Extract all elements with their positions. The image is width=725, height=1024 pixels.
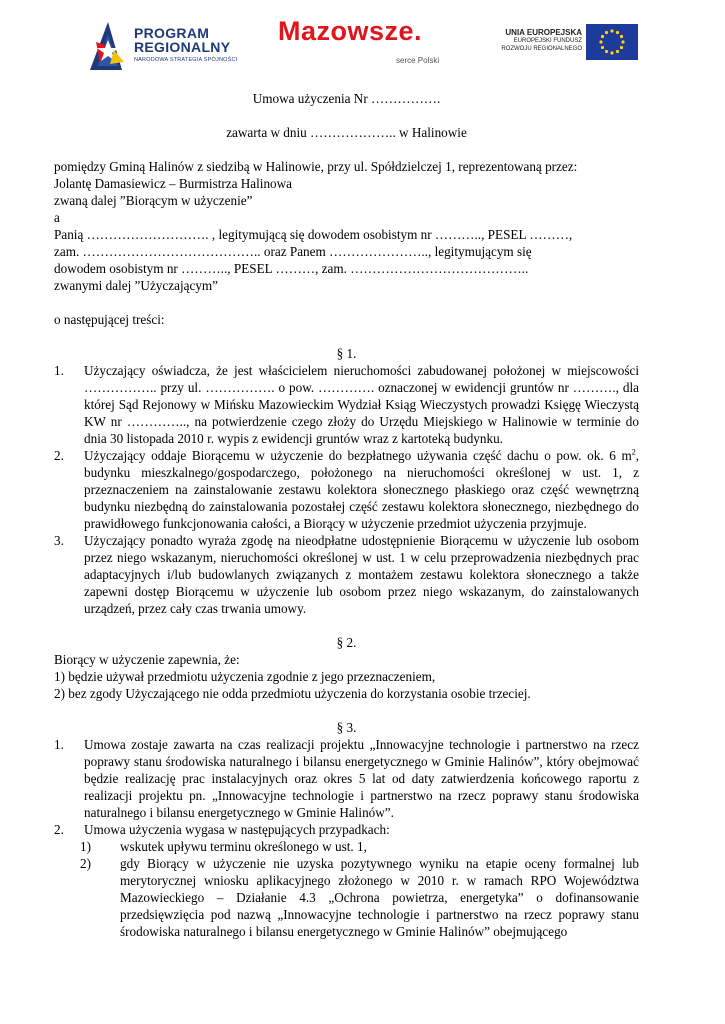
sub-list-item <box>54 855 639 940</box>
parties-line: pomiędzy Gminą Halinów z siedzibą w Halinowie, przy ul. Spółdzielczej 1, reprezentowaną przez: <box>54 159 578 174</box>
item-number: 3. <box>54 533 64 548</box>
list-item <box>54 821 639 838</box>
list-item <box>54 447 639 532</box>
eu-logo <box>488 24 638 68</box>
mazowsze-logo <box>278 16 458 74</box>
eu-flag-icon <box>586 24 638 60</box>
eu-line3: ROZWOJU REGIONALNEGO <box>501 46 582 52</box>
parties-line: Jolantę Damasiewicz – Burmistrza Halinowa <box>54 176 293 191</box>
eu-line2: EUROPEJSKI FUNDUSZ <box>513 38 582 44</box>
mazowsze-word: Mazowsze. <box>278 16 423 46</box>
program-regionalny-text <box>134 26 237 63</box>
intro-text: o następującej treści: <box>54 312 165 327</box>
mazowsze-subtitle: serce Polski <box>396 56 440 65</box>
item-number: 2. <box>54 448 64 463</box>
sub-item-number: 1) <box>80 839 91 854</box>
program-line2: REGIONALNY <box>134 39 231 55</box>
list-item <box>54 736 639 821</box>
item-number: 1. <box>54 737 64 752</box>
parties-line: Panią ………………………. , legitymującą się dowodem osobistym nr ……….., PESEL ………, <box>54 227 573 242</box>
item-number: 2. <box>54 822 64 837</box>
parties-line: zam. ………………………………….. oraz Panem ………………….., legitymującym się <box>54 244 532 259</box>
program-line3: NARODOWA STRATEGIA SPÓJNOŚCI <box>134 57 238 63</box>
section-1-heading: § 1. <box>336 346 357 361</box>
item-text: , budynku mieszkalnego/gospodarczego, położonego na nieruchomości określonej w ust. 1, z przeznaczeniem na zainstalowanie zestawu kolektora słonecznego płaskiego oraz część wewnętrzną budynku niezbędną do zainstalowania pozostałej część zestawu kolektora słonecznego, niezbędnego do prawidłowego funkcjonowania całości, a Biorący w użyczenie przedmiot użyczenia przyjmuje. <box>84 448 639 531</box>
section-2-heading: § 2. <box>336 635 357 650</box>
sub-list-item <box>54 838 639 855</box>
section-3-list <box>54 736 639 838</box>
document-subtitle: zawarta w dniu ……………….. w Halinowie <box>226 125 467 140</box>
parties-line: a <box>54 210 60 225</box>
parties-line: dowodem osobistym nr ……….., PESEL ………, zam. ………………………………….. <box>54 261 529 276</box>
parties-line: zwaną dalej ”Biorącym w użyczenie” <box>54 193 253 208</box>
header-logos <box>0 14 725 76</box>
sub-item-text: wskutek upływu terminu określonego w ust. 1, <box>120 839 367 854</box>
superscript: 2 <box>631 447 636 457</box>
document-body <box>54 90 639 940</box>
program-regionalny-logo <box>88 18 258 74</box>
sub-item-text: gdy Biorący w użyczenie nie uzyska pozytywnego wyniku na etapie oceny formalnej lub merytorycznej wniosku aplikacyjnego złożonego w 2010 r. w ramach RPO Województwa Mazowieckiego – Działanie 4.3 „Ochrona powietrza, energetyka” o dofinansowanie przedsięwzięcia pod nazwą „Innowacyjne technologie i partnerstwo na rzecz poprawy stanu środowiska naturalnego i bilansu energetycznego w Gminie Halinów” obejmującego <box>120 856 639 939</box>
section-3-heading: § 3. <box>336 720 357 735</box>
parties-block <box>54 158 639 294</box>
item-text: Użyczający oświadcza, że jest właścicielem nieruchomości zabudowanej położonej w miejscowości …………….. przy ul. ……………. o pow. …………. oznaczonej w ewidencji gruntów nr ………., dla której Sąd Rejonowy w Mińsku Mazowieckim Wydział Ksiąg Wieczystych prowadzi Księgę Wieczystą KW nr ………….., na potwierdzenie czego złoży do Urzędu Miejskiego w Halinowie w terminie do dnia 30 listopada 2010 r. wypis z ewidencji gruntów wraz z kartoteką budynku. <box>84 363 639 446</box>
star-emblem-icon <box>88 20 128 72</box>
section-2-item: 2) bez zgody Użyczającego nie odda przedmiotu użyczenia do korzystania osobie trzeciej. <box>54 686 531 701</box>
section-2-item: 1) będzie używał przedmiotu użyczenia zgodnie z jego przeznaczeniem, <box>54 669 436 684</box>
item-text: Umowa użyczenia wygasa w następujących przypadkach: <box>84 822 390 837</box>
item-text: Użyczający oddaje Biorącemu w użyczenie do bezpłatnego używania część dachu o pow. ok. 6 m <box>84 448 632 463</box>
item-text: Użyczający ponadto wyraża zgodę na nieodpłatne udostępnienie Biorącemu w użyczenie lub osobom przez niego wskazanym, nieruchomości określonej w ust. 1 w celu przeprowadzenia niezbędnych prac adaptacyjnych i/lub budowlanych związanych z montażem zestawu kolektora słonecznego a także zapewni dostęp Biorącemu w użyczenie lub osobom przez niego wskazanym, do zainstalowanych urządzeń, przez cały czas trwania umowy. <box>84 533 639 616</box>
parties-line: zwanymi dalej ”Użyczającym” <box>54 278 219 293</box>
eu-line1: UNIA EUROPEJSKA <box>505 28 582 37</box>
eu-text <box>488 28 582 53</box>
item-text: Umowa zostaje zawarta na czas realizacji projektu „Innowacyjne technologie i partnerstwo na rzecz poprawy stanu środowiska naturalnego i bilansu energetycznego w Gminie Halinów”, który obejmować będzie realizację prac instalacyjnych oraz okres 5 lat od daty zatwierdzenia końcowego raportu z realizacji projektu pn. „Innowacyjne technologie i partnerstwo na rzecz poprawy stanu środowiska naturalnego i bilansu energetycznego w Gminie Halinów”. <box>84 737 639 820</box>
program-line1: PROGRAM <box>134 25 210 41</box>
section-2-lead: Biorący w użyczenie zapewnia, że: <box>54 652 240 667</box>
section-1-list <box>54 362 639 617</box>
document-title: Umowa użyczenia Nr ……………. <box>252 91 441 106</box>
list-item <box>54 362 639 447</box>
list-item <box>54 532 639 617</box>
sub-item-number: 2) <box>80 856 91 871</box>
item-number: 1. <box>54 363 64 378</box>
